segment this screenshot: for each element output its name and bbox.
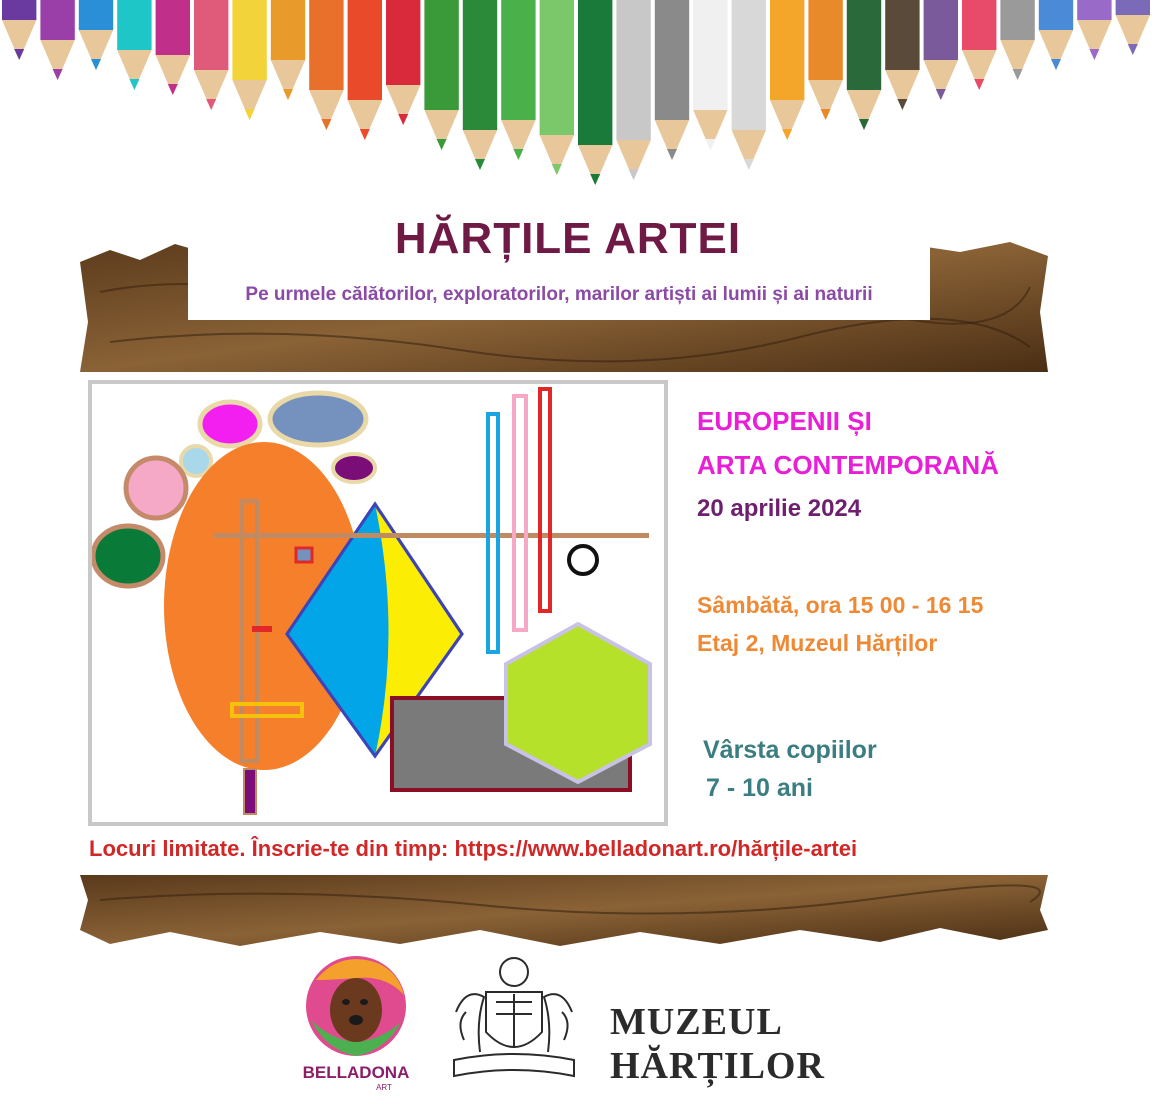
museum-name-line2: HĂRȚILOR [610, 1045, 825, 1087]
artwork-bar-horizontal [214, 533, 649, 538]
pencil-tip [590, 174, 600, 185]
artwork-bar-vertical-purple [244, 769, 256, 814]
pencil-tip [897, 99, 907, 110]
pencil-body [2, 0, 36, 20]
pencil-tip [936, 89, 946, 100]
event-place: Etaj 2, Muzeul Hărților [697, 630, 938, 656]
pencil-tip [53, 69, 63, 80]
pencil-tip [629, 169, 639, 180]
pencil-body [885, 0, 919, 70]
title-panel [188, 196, 930, 320]
age-range: 7 - 10 ani [706, 774, 813, 802]
pencil-body [501, 0, 535, 120]
artwork-small-square [296, 548, 312, 562]
artwork-ellipse-green [93, 526, 163, 586]
page-title: HĂRȚILE ARTEI [394, 214, 742, 263]
pencil-body [1116, 0, 1150, 15]
artwork-ring-black [569, 546, 597, 574]
colored-pencils-banner [0, 0, 1152, 200]
pencil-body [194, 0, 228, 70]
pencil-tip [360, 129, 370, 140]
pencil-tip [974, 79, 984, 90]
pencil-body [732, 0, 766, 130]
artwork-circle-pink [126, 458, 186, 518]
svg-text:ART: ART [376, 1083, 392, 1092]
event-date: 20 aprilie 2024 [697, 495, 862, 522]
artwork-ellipse-purple [333, 454, 375, 482]
pencil-body [271, 0, 305, 60]
pencil-body [1000, 0, 1034, 40]
pencil-tip [705, 139, 715, 150]
pencil-tip [552, 164, 562, 175]
pencil-tip [14, 49, 24, 60]
pencil-tip [437, 139, 447, 150]
page-subtitle: Pe urmele călătorilor, exploratorilor, marilor artiști ai lumii și ai naturii [245, 284, 873, 305]
pencil-tip [283, 89, 293, 100]
pencil-body [540, 0, 574, 135]
pencil-body [962, 0, 996, 50]
pencil-body [808, 0, 842, 80]
pencil-tip [859, 119, 869, 130]
event-heading-line1: EUROPENII ȘI [697, 406, 872, 436]
pencil-body [386, 0, 420, 85]
pencil-body [578, 0, 612, 145]
pencil-body [463, 0, 497, 130]
artwork-bar-pink [514, 396, 526, 630]
pencil-tip [513, 149, 523, 160]
pencil-body [348, 0, 382, 100]
pencil-tip [1128, 44, 1138, 55]
pencil-body [1039, 0, 1073, 30]
pencil-tip [1089, 49, 1099, 60]
svg-text:BELLADONA: BELLADONA [302, 1063, 410, 1082]
pencil-body [424, 0, 458, 110]
artwork-bar-red [540, 389, 550, 611]
abstract-artwork [88, 380, 668, 826]
artwork-small-red-dash [252, 626, 272, 632]
pencil-body [40, 0, 74, 40]
pencil-tip [821, 109, 831, 120]
museum-name-line1: MUZEUL [610, 1001, 783, 1043]
pencil-body [79, 0, 113, 30]
pencil-tip [206, 99, 216, 110]
pencil-tip [1051, 59, 1061, 70]
pencil-body [156, 0, 190, 55]
pencil-body [1077, 0, 1111, 20]
pencil-tip [168, 84, 178, 95]
pencil-tip [744, 159, 754, 170]
parchment-map-band-bottom [80, 870, 1048, 950]
pencil-body [309, 0, 343, 90]
museum-crest-logo [446, 952, 582, 1086]
registration-link[interactable]: Locuri limitate. Înscrie-te din timp: https://www.belladonart.ro/hărțile-artei [89, 836, 858, 861]
pencil-body [770, 0, 804, 100]
pencil-tip [129, 79, 139, 90]
event-heading-line2: ARTA CONTEMPORANĂ [697, 450, 999, 480]
age-label: Vârsta copiilor [703, 736, 877, 764]
pencil-tip [398, 114, 408, 125]
pencil-tip [91, 59, 101, 70]
pencil-body [693, 0, 727, 110]
pencil-tip [1013, 69, 1023, 80]
artwork-circle-lightblue [181, 446, 211, 476]
pencil-tip [245, 109, 255, 120]
pencil-tip [667, 149, 677, 160]
pencil-body [616, 0, 650, 140]
pencil-tip [321, 119, 331, 130]
artwork-ellipse-magenta [200, 402, 260, 446]
pencil-body [847, 0, 881, 90]
museum-name [610, 1000, 825, 1088]
artwork-ellipse-blue [270, 393, 366, 445]
pencil-body [924, 0, 958, 60]
pencil-tip [782, 129, 792, 140]
pencil-body [655, 0, 689, 120]
pencil-body [232, 0, 266, 80]
pencil-body [117, 0, 151, 50]
event-time: Sâmbătă, ora 15 00 - 16 15 [697, 592, 984, 618]
belladona-logo [296, 950, 416, 1100]
pencil-tip [475, 159, 485, 170]
